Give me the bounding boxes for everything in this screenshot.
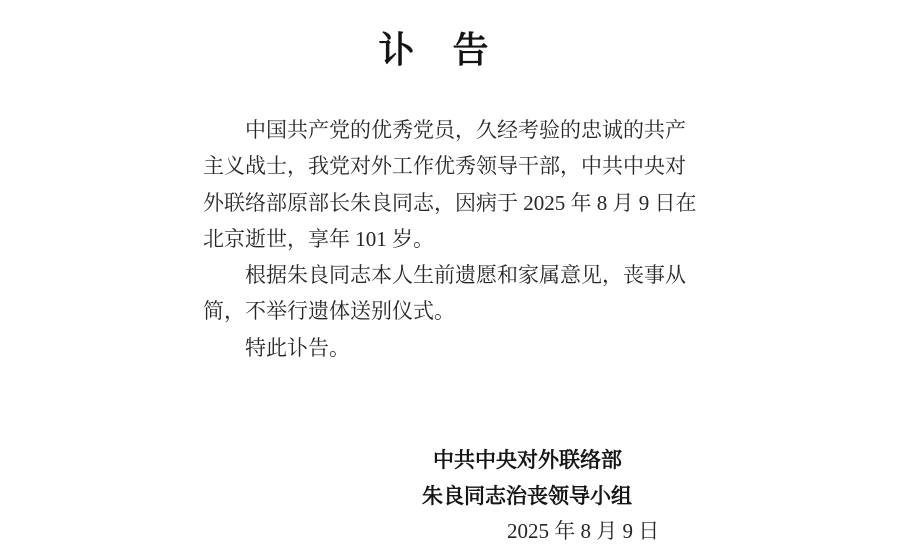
notice-title: 讣 告 — [378, 30, 490, 70]
body-line: 外联络部原部长朱良同志，因病于 2025 年 8 月 9 日在 — [203, 190, 697, 215]
signature-date: 2025 年 8 月 9 日 — [507, 519, 660, 543]
body-line: 简，不举行遗体送别仪式。 — [203, 299, 455, 324]
body-line: 特此讣告。 — [245, 335, 350, 360]
body-line: 北京逝世，享年 101 岁。 — [203, 226, 434, 251]
obituary-body — [203, 112, 697, 366]
body-line: 根据朱良同志本人生前遗愿和家属意见，丧事从 — [245, 263, 686, 288]
signature-org: 中共中央对外联络部 — [433, 449, 622, 472]
body-line: 主义战士，我党对外工作优秀领导干部，中共中央对 — [203, 154, 686, 179]
body-line: 中国共产党的优秀党员，久经考验的忠诚的共产 — [245, 118, 686, 142]
signature-group: 朱良同志治丧领导小组 — [422, 485, 632, 508]
